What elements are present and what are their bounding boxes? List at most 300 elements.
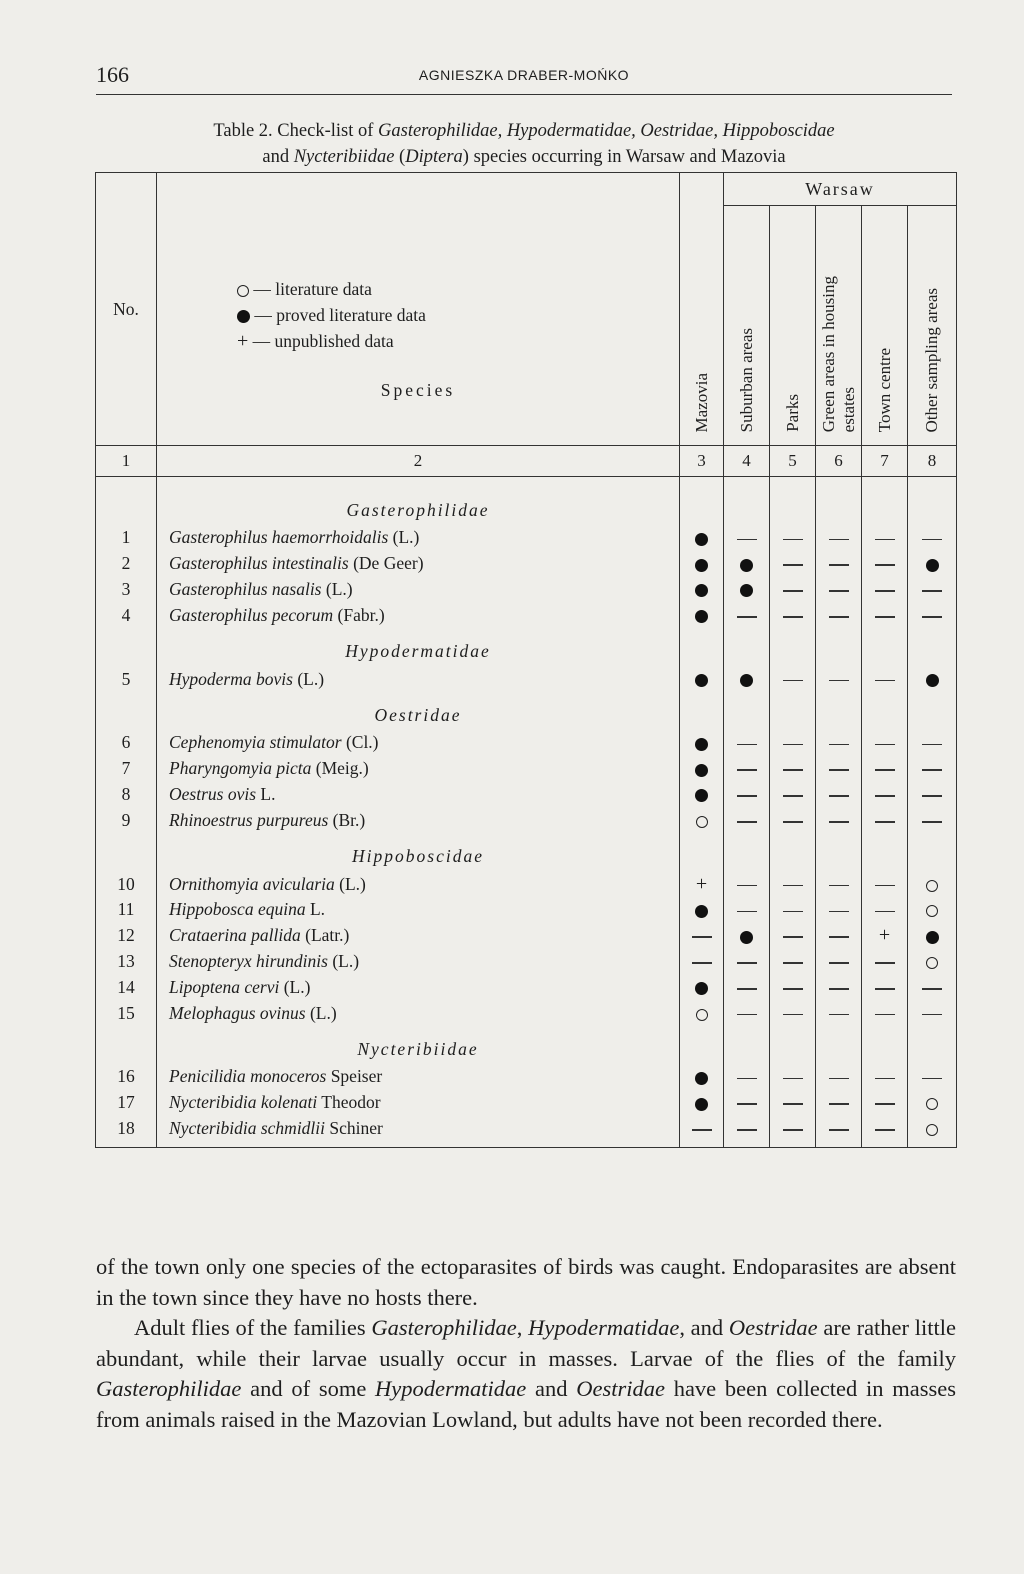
dash-symbol-icon [875,616,895,618]
dash-symbol-icon [737,1103,757,1105]
header-parks [770,206,816,446]
dash-symbol-icon [783,1103,803,1105]
col-number: 7 [862,446,908,477]
col-number: 6 [816,446,862,477]
occurrence-cell [724,923,770,949]
dash-symbol-icon [737,911,757,913]
occurrence-cell [770,1000,816,1026]
table-caption [96,118,952,170]
dash-symbol-icon [737,1078,757,1080]
dash-symbol-icon [783,616,803,618]
occurrence-cell [908,577,957,603]
occurrence-cell [816,807,862,833]
table-row [96,1000,957,1026]
species-binomial: Oestrus ovis [169,783,257,804]
dash-symbol-icon [783,962,803,964]
occurrence-cell [862,807,908,833]
occurrence-cell [724,666,770,692]
occurrence-cell [724,551,770,577]
occurrence-cell [862,871,908,897]
occurrence-cell [908,525,957,551]
occurrence-cell [862,1090,908,1116]
occurrence-cell [816,577,862,603]
occurrence-cell [908,1064,957,1090]
occurrence-cell [724,897,770,923]
table-row [96,577,957,603]
dash-symbol-icon [875,539,895,541]
dash-symbol-icon [922,795,942,797]
occurrence-cell [816,666,862,692]
occurrence-cell [862,974,908,1000]
row-number: 10 [96,871,157,897]
dash-symbol-icon [875,680,895,682]
occurrence-cell [770,1090,816,1116]
dash-symbol-icon [829,1129,849,1131]
dash-symbol-icon [829,744,849,746]
header-no [96,173,157,446]
empty-cell [724,477,770,526]
occurrence-cell [862,525,908,551]
species-author: Theodor [321,1092,381,1113]
family-name: Hypodermatidae [157,628,680,666]
occurrence-cell [770,602,816,628]
page-header [96,62,952,95]
family-name: Nycteribiidae [157,1026,680,1064]
dash-symbol-icon [737,744,757,746]
family-name: Hippoboscidae [157,833,680,871]
dot-symbol-icon [926,931,939,944]
no-label: No. [113,298,139,319]
species-binomial: Lipoptena cervi [169,976,280,997]
occurrence-cell [908,807,957,833]
occurrence-cell [862,1116,908,1148]
table-row [96,525,957,551]
checklist-table [95,172,957,1148]
occurrence-cell [770,525,816,551]
species-author: Speiser [330,1066,383,1087]
dot-symbol-icon [695,1098,708,1111]
paragraph-text: of the town only one species of the ectoparasites of birds was caught. Endoparasites are absent in the town since they have no hosts there. [96,1254,956,1310]
dash-symbol-icon [737,1014,757,1016]
occurrence-cell [908,897,957,923]
family-name: Gasterophilidae [157,477,680,526]
dash-symbol-icon [875,988,895,990]
col-town-label: Town centre [874,347,894,432]
dash-symbol-icon [829,936,849,938]
occurrence-cell [816,782,862,808]
occurrence-cell [770,807,816,833]
empty-cell [816,477,862,526]
occurrence-cell [724,577,770,603]
dash-symbol-icon [692,962,712,964]
dot-symbol-icon [695,905,708,918]
occurrence-cell [908,923,957,949]
occurrence-cell [680,897,724,923]
family-name: Oestridae [728,1315,818,1340]
row-number: 1 [96,525,157,551]
dash-symbol-icon [783,1129,803,1131]
table-row [96,551,957,577]
species-name [157,666,680,692]
col-number: 5 [770,446,816,477]
row-number: 4 [96,602,157,628]
occurrence-cell [908,1116,957,1148]
family-row [96,628,957,666]
dash-symbol-icon [875,1078,895,1080]
family-row [96,692,957,730]
dash-symbol-icon [875,911,895,913]
empty-cell [816,692,862,730]
occurrence-cell [816,949,862,975]
legend-unpublished: — unpublished data [252,331,394,351]
dot-symbol-icon [695,764,708,777]
plus-symbol-icon: + [695,872,708,895]
page-number: 166 [96,62,129,87]
dot-symbol-icon [740,559,753,572]
occurrence-cell [816,897,862,923]
dash-symbol-icon [922,821,942,823]
occurrence-cell [908,756,957,782]
paragraph-text: , [516,1315,529,1340]
table-row [96,1090,957,1116]
species-name [157,1000,680,1026]
dash-symbol-icon [829,539,849,541]
dash-symbol-icon [737,769,757,771]
paragraph-text: and of some [241,1376,376,1401]
empty-cell [96,628,157,666]
caption-family: Nycteribiidae [293,147,395,167]
occurrence-cell [770,949,816,975]
column-numbers-row [96,446,957,477]
species-binomial: Gasterophilus haemorrhoidalis [169,527,389,548]
col-parks-label: Parks [782,394,802,432]
species-name [157,1090,680,1116]
occurrence-cell [770,1116,816,1148]
dash-symbol-icon [783,590,803,592]
occurrence-cell [680,602,724,628]
empty-cell [862,692,908,730]
dash-symbol-icon [783,885,803,887]
dash-symbol-icon [783,539,803,541]
row-number: 3 [96,577,157,603]
species-binomial: Hypoderma bovis [169,668,293,689]
col-suburban-label: Suburban areas [736,327,756,432]
plus-symbol-icon: + [878,924,891,947]
occurrence-cell [770,577,816,603]
row-number: 14 [96,974,157,1000]
dot-symbol-icon [740,584,753,597]
row-number: 17 [96,1090,157,1116]
dash-symbol-icon [875,590,895,592]
occurrence-cell [680,871,724,897]
species-header: Species [380,380,456,400]
row-number: 15 [96,1000,157,1026]
occurrence-cell [770,756,816,782]
occurrence-cell [680,1000,724,1026]
dash-symbol-icon [922,1014,942,1016]
table-row [96,897,957,923]
occurrence-cell [862,666,908,692]
caption-text: Table 2. Check-list of [213,121,379,141]
dot-symbol-icon [695,559,708,572]
row-number: 7 [96,756,157,782]
dash-symbol-icon [829,1103,849,1105]
row-number: 8 [96,782,157,808]
empty-cell [862,477,908,526]
table-row [96,1064,957,1090]
col-mazovia-label: Mazovia [691,372,711,432]
dash-symbol-icon [829,911,849,913]
occurrence-cell [908,1000,957,1026]
dot-symbol-icon [695,584,708,597]
occurrence-cell [680,525,724,551]
table-row [96,974,957,1000]
dot-symbol-icon [695,982,708,995]
empty-cell [770,628,816,666]
occurrence-cell [724,782,770,808]
dash-symbol-icon [783,821,803,823]
empty-cell [680,1026,724,1064]
dash-symbol-icon [783,1014,803,1016]
occurrence-cell [862,577,908,603]
occurrence-cell [724,602,770,628]
occurrence-cell [908,974,957,1000]
species-author: (L.) [332,950,360,971]
ring-symbol-icon [696,1009,708,1021]
occurrence-cell [862,1000,908,1026]
dash-symbol-icon [922,590,942,592]
empty-cell [724,692,770,730]
dash-symbol-icon [829,590,849,592]
dash-symbol-icon [737,821,757,823]
species-author: (Latr.) [305,925,350,946]
legend-proved: — proved literature data [254,305,426,325]
dash-symbol-icon [829,564,849,566]
family-row [96,833,957,871]
dash-symbol-icon [783,564,803,566]
empty-cell [724,628,770,666]
paragraph-2 [96,1313,956,1435]
species-author: (Fabr.) [337,604,385,625]
occurrence-cell [862,602,908,628]
header-town [862,206,908,446]
occurrence-cell [770,730,816,756]
table-body [96,477,957,1148]
dash-symbol-icon [875,769,895,771]
occurrence-cell [908,730,957,756]
family-name: Oestridae [157,692,680,730]
occurrence-cell [862,949,908,975]
empty-cell [680,477,724,526]
col-number: 4 [724,446,770,477]
dash-symbol-icon [829,885,849,887]
occurrence-cell [770,782,816,808]
dash-symbol-icon [829,680,849,682]
dash-symbol-icon [922,1078,942,1080]
paragraph-text: and [526,1376,577,1401]
dash-symbol-icon [783,795,803,797]
ring-symbol-icon [926,905,938,917]
ring-symbol-icon [926,957,938,969]
dash-symbol-icon [783,680,803,682]
occurrence-cell [724,1064,770,1090]
caption-families: Gasterophilidae, Hypodermatidae, Oestridae, Hippoboscidae [378,121,835,141]
occurrence-cell [770,923,816,949]
paragraph-text: have been collected in masses from animals raised in the Mazovian Lowland, but adults have not been recorded there. [96,1376,956,1432]
table-row [96,756,957,782]
species-name [157,871,680,897]
species-author: (L.) [283,976,311,997]
occurrence-cell [816,1064,862,1090]
paragraph-text: Adult flies of the families [134,1315,372,1340]
occurrence-cell [816,1000,862,1026]
dash-symbol-icon [829,821,849,823]
species-name [157,1064,680,1090]
header-warsaw: Warsaw [724,173,957,206]
occurrence-cell [680,1116,724,1148]
family-name: Oestridae [576,1376,665,1401]
species-name [157,730,680,756]
dash-symbol-icon [875,744,895,746]
paragraph-1 [96,1252,956,1313]
empty-cell [96,1026,157,1064]
species-author: (L.) [392,527,420,548]
dash-symbol-icon [875,1129,895,1131]
occurrence-cell [908,782,957,808]
table-row [96,923,957,949]
header-suburban [724,206,770,446]
species-name [157,577,680,603]
species-author: (L.) [297,668,325,689]
species-name [157,782,680,808]
species-name [157,974,680,1000]
occurrence-cell [816,730,862,756]
occurrence-cell [862,782,908,808]
species-binomial: Melophagus ovinus [169,1002,306,1023]
species-name [157,897,680,923]
dash-symbol-icon [922,616,942,618]
species-name [157,551,680,577]
col-other-label: Other sampling areas [922,287,942,432]
row-number: 2 [96,551,157,577]
occurrence-cell [770,897,816,923]
table-row [96,1116,957,1148]
occurrence-cell [862,756,908,782]
empty-cell [908,628,957,666]
occurrence-cell [770,974,816,1000]
occurrence-cell [816,923,862,949]
occurrence-cell [816,551,862,577]
dot-symbol-icon [695,738,708,751]
occurrence-cell [816,602,862,628]
species-name [157,525,680,551]
occurrence-cell [724,807,770,833]
table-row [96,666,957,692]
empty-cell [908,477,957,526]
occurrence-cell [680,782,724,808]
species-name [157,949,680,975]
caption-text: and [262,147,294,167]
species-binomial: Crataerina pallida [169,925,301,946]
occurrence-cell [680,807,724,833]
dash-symbol-icon [829,1078,849,1080]
col-green-label: Green areas in housing [818,275,838,432]
dash-symbol-icon [783,911,803,913]
empty-cell [862,628,908,666]
occurrence-cell [680,756,724,782]
ring-symbol-icon [237,285,249,297]
empty-cell [724,833,770,871]
dash-symbol-icon [922,744,942,746]
dot-symbol-icon [237,310,250,323]
row-number: 13 [96,949,157,975]
dot-symbol-icon [695,533,708,546]
legend [157,276,679,354]
legend-literature: — literature data [253,279,372,299]
dash-symbol-icon [783,769,803,771]
dash-symbol-icon [875,1103,895,1105]
species-binomial: Hippobosca equina [169,899,306,920]
col-number: 3 [680,446,724,477]
species-author: L. [260,783,276,804]
dash-symbol-icon [692,1129,712,1131]
empty-cell [96,477,157,526]
dash-symbol-icon [829,769,849,771]
paragraph-text: , and [679,1315,729,1340]
table-row [96,807,957,833]
species-binomial: Nycteribidia kolenati [169,1092,318,1113]
occurrence-cell [680,730,724,756]
dash-symbol-icon [737,988,757,990]
dot-symbol-icon [926,559,939,572]
dash-symbol-icon [875,821,895,823]
dot-symbol-icon [695,1072,708,1085]
empty-cell [770,1026,816,1064]
occurrence-cell [816,525,862,551]
family-name: Gasterophilidae [371,1315,517,1340]
empty-cell [816,1026,862,1064]
species-binomial: Cephenomyia stimulator [169,732,342,753]
header-legend-species [157,173,680,446]
species-name [157,1116,680,1148]
dash-symbol-icon [783,1078,803,1080]
table-row [96,602,957,628]
family-name: Gasterophilidae [96,1376,242,1401]
species-binomial: Rhinoestrus purpureus [169,809,329,830]
species-binomial: Penicilidia monoceros [169,1066,327,1087]
empty-cell [724,1026,770,1064]
occurrence-cell [724,756,770,782]
empty-cell [908,1026,957,1064]
header-mazovia [680,173,724,446]
dash-symbol-icon [829,962,849,964]
species-author: (De Geer) [353,553,424,574]
col-number: 8 [908,446,957,477]
caption-order: Diptera [405,147,463,167]
occurrence-cell [770,551,816,577]
empty-cell [816,628,862,666]
caption-text: ) species occurring in Warsaw and Mazovia [462,147,786,167]
occurrence-cell [680,1090,724,1116]
plus-symbol-icon: + [237,330,249,352]
dash-symbol-icon [922,769,942,771]
empty-cell [862,833,908,871]
occurrence-cell [816,1090,862,1116]
row-number: 16 [96,1064,157,1090]
dash-symbol-icon [875,564,895,566]
species-name [157,756,680,782]
dot-symbol-icon [740,931,753,944]
